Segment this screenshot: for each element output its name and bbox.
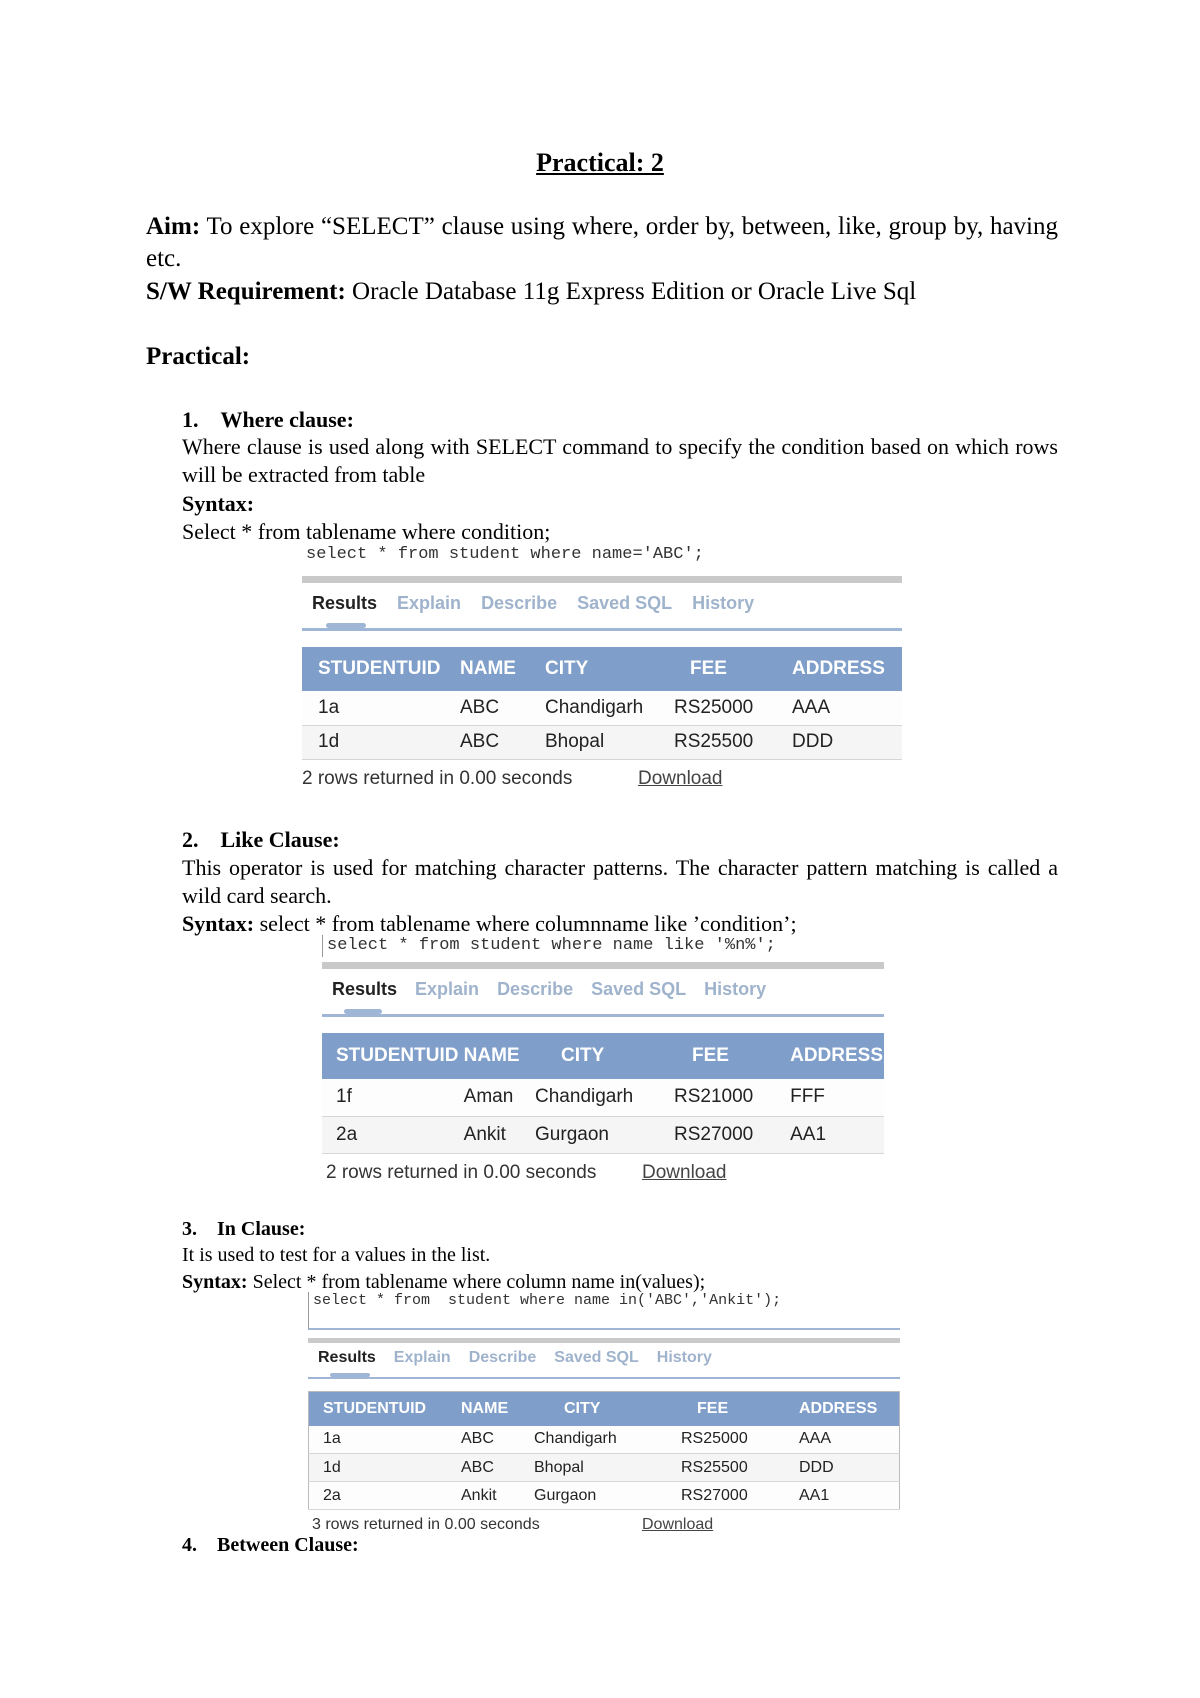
section-heading-like: 2. Like Clause:	[182, 827, 340, 852]
aim-text: To explore “SELECT” clause using where, order by, between, like, group by, having etc.	[146, 213, 1058, 272]
tab-describe[interactable]: Describe	[468, 1349, 537, 1366]
download-link[interactable]: Download	[642, 1161, 727, 1183]
tab-history[interactable]: History	[704, 978, 767, 999]
table-cell: 2a	[322, 1116, 463, 1153]
table-cell: RS25000	[666, 691, 791, 725]
aim-paragraph	[146, 211, 1058, 275]
table-row	[309, 1482, 900, 1510]
table-cell: 1f	[322, 1079, 463, 1116]
column-header: NAME	[459, 647, 531, 691]
tab-saved-sql[interactable]: Saved SQL	[554, 1349, 639, 1366]
table-cell: 1d	[309, 1454, 461, 1482]
result-panel-like	[322, 935, 884, 1186]
section-desc-like: This operator is used for matching character patterns. The character pattern matching is called a wild card search.	[182, 855, 1058, 908]
tab-bar	[308, 1343, 900, 1373]
results-footer	[322, 1160, 884, 1186]
table-cell: RS27000	[675, 1482, 798, 1510]
table-cell: Ankit	[460, 1482, 534, 1510]
sw-label: S/W Requirement:	[146, 278, 346, 305]
column-header: FEE	[675, 1392, 798, 1426]
sw-requirement	[146, 276, 1058, 308]
table-cell: AAA	[791, 691, 902, 725]
section-heading-between: 4. Between Clause:	[182, 1534, 359, 1556]
practical-heading: Practical:	[146, 343, 251, 370]
results-table	[322, 1033, 884, 1154]
sql-query: select * from student where name like '%n%';	[322, 935, 884, 957]
tab-underline	[302, 628, 902, 631]
tab-history[interactable]: History	[656, 1349, 712, 1366]
table-cell: ABC	[459, 725, 531, 759]
syntax-text-in: Select * from tablename where column name in(values);	[247, 1271, 706, 1293]
table-cell: AA1	[789, 1116, 884, 1153]
table-cell: 1a	[302, 691, 459, 725]
table-cell: Chandigarh	[531, 691, 666, 725]
aim-label: Aim:	[146, 213, 201, 240]
table-cell: ABC	[460, 1454, 534, 1482]
column-header: FEE	[670, 1033, 789, 1079]
table-cell: AA1	[798, 1482, 900, 1510]
sql-query: select * from student where name in('ABC','Ankit');	[308, 1292, 900, 1330]
syntax-label-in: Syntax:	[182, 1271, 248, 1293]
tab-explain[interactable]: Explain	[397, 592, 462, 613]
tab-bar	[302, 583, 902, 623]
table-row	[309, 1454, 900, 1482]
table-row	[302, 725, 902, 759]
section-desc-where: Where clause is used along with SELECT command to specify the condition based on which rows will be extracted from table	[182, 434, 1058, 487]
table-cell: RS25500	[675, 1454, 798, 1482]
table-cell: FFF	[789, 1079, 884, 1116]
table-cell: Ankit	[463, 1116, 535, 1153]
table-cell: DDD	[791, 725, 902, 759]
results-footer	[302, 766, 902, 792]
tab-describe[interactable]: Describe	[497, 978, 574, 999]
section-heading-in: 3. In Clause:	[182, 1218, 306, 1240]
column-header: CITY	[531, 647, 666, 691]
sw-text: Oracle Database 11g Express Edition or Oracle Live Sql	[345, 278, 917, 305]
rows-returned-status: 2 rows returned in 0.00 seconds	[302, 767, 573, 789]
rows-returned-status: 3 rows returned in 0.00 seconds	[312, 1516, 540, 1533]
section-heading-where: 1. Where clause:	[182, 407, 354, 432]
column-header: STUDENTUID	[302, 647, 459, 691]
column-header: CITY	[534, 1392, 675, 1426]
table-cell: DDD	[798, 1454, 900, 1482]
table-cell: Gurgaon	[535, 1116, 670, 1153]
result-panel-in	[308, 1292, 900, 1536]
results-table	[302, 647, 902, 760]
table-row	[309, 1426, 900, 1454]
sql-query: select * from student where name='ABC';	[306, 545, 704, 564]
download-link[interactable]: Download	[638, 767, 723, 789]
syntax-label-like: Syntax:	[182, 911, 255, 936]
table-cell: Bhopal	[534, 1454, 675, 1482]
tab-results[interactable]: Results	[332, 978, 398, 999]
table-cell: Bhopal	[531, 725, 666, 759]
table-cell: AAA	[798, 1426, 900, 1454]
tab-results[interactable]: Results	[312, 592, 378, 613]
table-row	[322, 1116, 884, 1153]
column-header: NAME	[460, 1392, 534, 1426]
syntax-label-where: Syntax:	[182, 491, 255, 516]
table-cell: Gurgaon	[534, 1482, 675, 1510]
tab-results[interactable]: Results	[318, 1349, 376, 1366]
syntax-like	[182, 910, 1062, 938]
table-cell: 1a	[309, 1426, 461, 1454]
results-footer	[308, 1514, 900, 1536]
table-cell: RS25000	[675, 1426, 798, 1454]
table-row	[322, 1079, 884, 1116]
table-cell: RS27000	[670, 1116, 789, 1153]
syntax-text-where: Select * from tablename where condition;	[182, 519, 551, 544]
tab-bar	[322, 969, 884, 1009]
tab-underline	[322, 1014, 884, 1017]
table-cell: ABC	[459, 691, 531, 725]
column-header: STUDENTUID	[309, 1392, 461, 1426]
tab-saved-sql[interactable]: Saved SQL	[591, 978, 687, 999]
tab-explain[interactable]: Explain	[415, 978, 480, 999]
download-link[interactable]: Download	[642, 1516, 714, 1533]
table-cell: Aman	[463, 1079, 535, 1116]
column-header: NAME	[463, 1033, 535, 1079]
rows-returned-status: 2 rows returned in 0.00 seconds	[326, 1161, 597, 1183]
table-cell: RS25500	[666, 725, 791, 759]
panel-top-bar	[302, 576, 902, 583]
table-cell: 1d	[302, 725, 459, 759]
results-table	[308, 1391, 900, 1510]
column-header: STUDENTUID	[322, 1033, 463, 1079]
page-title: Practical: 2	[536, 148, 664, 177]
tab-describe[interactable]: Describe	[481, 592, 558, 613]
table-cell: Chandigarh	[534, 1426, 675, 1454]
column-header: CITY	[535, 1033, 670, 1079]
tab-explain[interactable]: Explain	[393, 1349, 451, 1366]
column-header: FEE	[666, 647, 791, 691]
column-header: ADDRESS	[791, 647, 902, 691]
column-header: ADDRESS	[798, 1392, 900, 1426]
table-cell: RS21000	[670, 1079, 789, 1116]
tab-history[interactable]: History	[692, 592, 755, 613]
column-header: ADDRESS	[789, 1033, 884, 1079]
result-panel-where	[302, 543, 902, 792]
tab-saved-sql[interactable]: Saved SQL	[577, 592, 673, 613]
syntax-text-like: select * from tablename where columnname like ’condition’;	[254, 911, 797, 936]
table-cell: ABC	[460, 1426, 534, 1454]
panel-top-bar	[322, 962, 884, 969]
table-row	[302, 691, 902, 725]
table-cell: Chandigarh	[535, 1079, 670, 1116]
tab-underline	[308, 1377, 900, 1379]
section-desc-in: It is used to test for a values in the list.	[182, 1244, 491, 1266]
table-cell: 2a	[309, 1482, 461, 1510]
